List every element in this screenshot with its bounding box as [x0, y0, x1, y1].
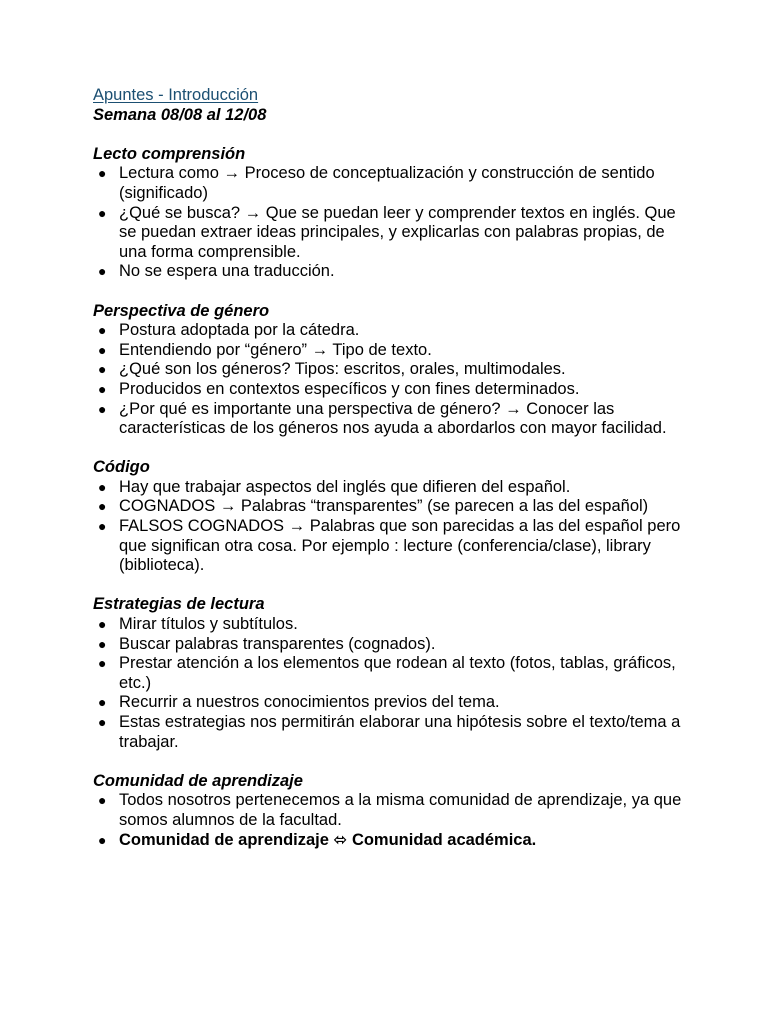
bullet-dot-icon: ● [98, 694, 107, 711]
list-item [93, 360, 693, 380]
section-heading: Código [93, 458, 150, 477]
list-item [93, 615, 693, 635]
list-item [93, 262, 693, 282]
list-item-text: FALSOS COGNADOS → Palabras que son parecidas a las del español pero que significan otra cosa. Por ejemplo : lecture (conferencia/clase), library (biblioteca). [119, 517, 681, 575]
list-item [93, 164, 693, 203]
list-item-text: Comunidad de aprendizaje ⬄ Comunidad académica. [119, 830, 537, 849]
bullet-list [93, 478, 693, 576]
document-page [93, 86, 693, 850]
list-item [93, 791, 693, 830]
list-item [93, 478, 693, 498]
bullet-dot-icon: ● [98, 498, 107, 515]
bullet-dot-icon: ● [98, 518, 107, 535]
section [93, 145, 693, 282]
document-title-link[interactable]: Apuntes - Introducción [93, 86, 259, 104]
bullet-dot-icon: ● [98, 616, 107, 633]
bullet-dot-icon: ● [98, 400, 107, 417]
list-item-text: Entendiendo por “género” → Tipo de texto. [119, 340, 432, 359]
bullet-dot-icon: ● [98, 204, 107, 221]
list-item-text: Hay que trabajar aspectos del inglés que difieren del español. [119, 477, 571, 496]
bullet-list [93, 791, 693, 850]
list-item-text: Producidos en contextos específicos y con fines determinados. [119, 379, 580, 398]
list-item-text: Prestar atención a los elementos que rodean al texto (fotos, tablas, gráficos, etc.) [119, 654, 676, 692]
list-item [93, 654, 693, 693]
list-item-text: Mirar títulos y subtítulos. [119, 615, 298, 634]
list-item [93, 400, 693, 439]
sections-container [93, 145, 693, 850]
bullet-dot-icon: ● [98, 478, 107, 495]
list-item-text: COGNADOS → Palabras “transparentes” (se parecen a las del español) [119, 497, 649, 516]
list-item [93, 380, 693, 400]
list-item [93, 341, 693, 361]
bullet-dot-icon: ● [98, 341, 107, 358]
list-item-text: Lectura como → Proceso de conceptualización y construcción de sentido (significado) [119, 164, 655, 202]
list-item-text: ¿Qué son los géneros? Tipos: escritos, orales, multimodales. [119, 360, 566, 379]
list-item [93, 517, 693, 576]
list-item [93, 497, 693, 517]
section-heading: Perspectiva de género [93, 301, 270, 320]
list-item-text: No se espera una traducción. [119, 262, 335, 281]
section-heading: Estrategias de lectura [93, 595, 265, 614]
bullet-dot-icon: ● [98, 655, 107, 672]
bullet-dot-icon: ● [98, 380, 107, 397]
bullet-dot-icon: ● [98, 165, 107, 182]
bullet-dot-icon: ● [98, 792, 107, 809]
list-item-text: Recurrir a nuestros conocimientos previos del tema. [119, 693, 500, 712]
list-item-text: ¿Qué se busca? → Que se puedan leer y comprender textos en inglés. Que se puedan extraer ideas principales, y explicarlas con palabras propias, de una forma comprensible. [119, 203, 676, 261]
list-item-text: Estas estrategias nos permitirán elaborar una hipótesis sobre el texto/tema a trabajar. [119, 713, 681, 751]
bullet-list [93, 615, 693, 752]
bullet-dot-icon: ● [98, 263, 107, 280]
list-item-text: Todos nosotros pertenecemos a la misma comunidad de aprendizaje, ya que somos alumnos de la facultad. [119, 791, 682, 829]
list-item [93, 204, 693, 263]
list-item [93, 635, 693, 655]
bullet-dot-icon: ● [98, 714, 107, 730]
list-item [93, 693, 693, 713]
section [93, 772, 693, 850]
bullet-dot-icon: ● [98, 361, 107, 378]
section [93, 595, 693, 752]
list-item-text: Postura adoptada por la cátedra. [119, 321, 360, 340]
bullet-list [93, 164, 693, 282]
list-item [93, 321, 693, 341]
section [93, 458, 693, 576]
section [93, 302, 693, 439]
list-item [93, 713, 693, 752]
section-heading: Lecto comprensión [93, 144, 246, 163]
list-item-text: Buscar palabras transparentes (cognados). [119, 634, 436, 653]
document-subtitle: Semana 08/08 al 12/08 [93, 105, 267, 124]
bullet-dot-icon: ● [98, 635, 107, 652]
list-item-text: ¿Por qué es importante una perspectiva de género? → Conocer las características de los géneros nos ayuda a abordarlos con mayor facilidad. [119, 399, 667, 438]
bullet-list [93, 321, 693, 439]
list-item [93, 831, 693, 851]
section-heading: Comunidad de aprendizaje [93, 771, 303, 790]
bullet-dot-icon: ● [98, 831, 107, 848]
bullet-dot-icon: ● [98, 322, 107, 339]
